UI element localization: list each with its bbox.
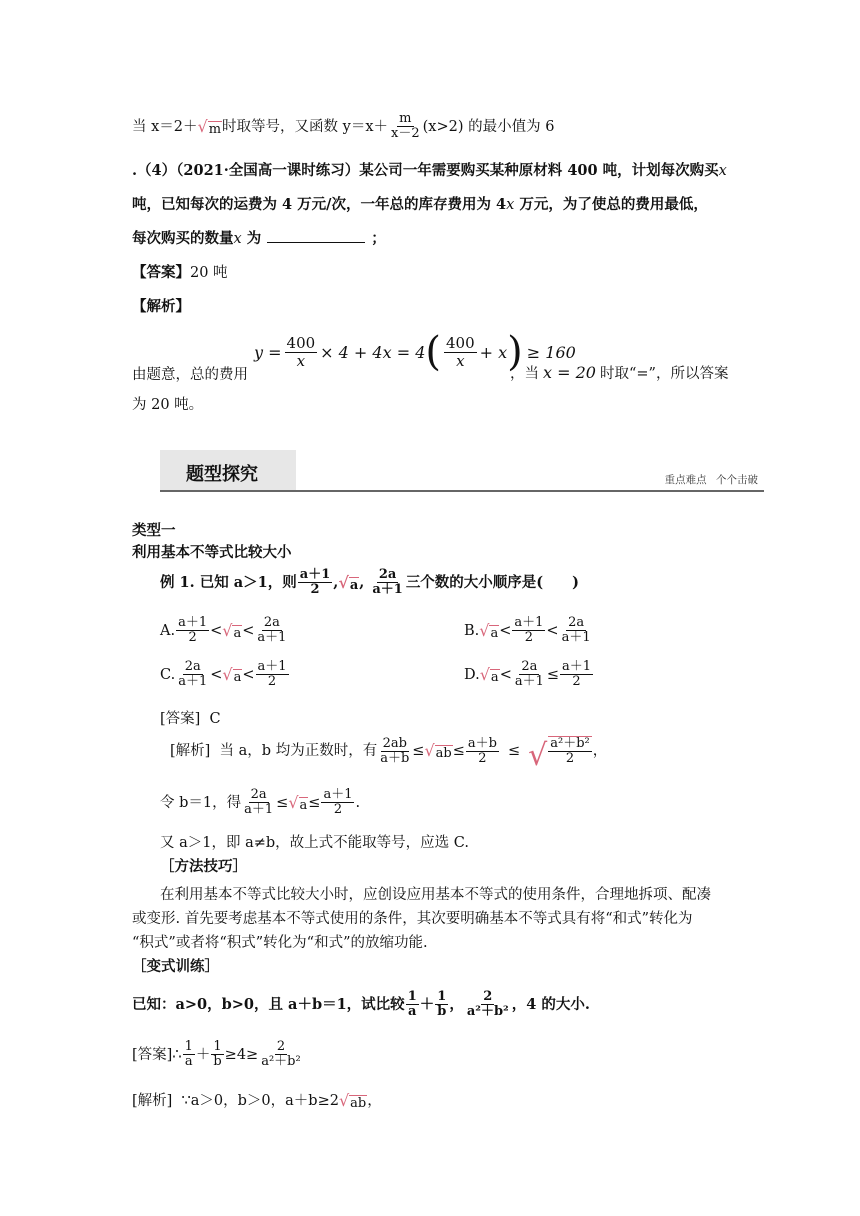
section-title: 题型探究 xyxy=(186,464,258,485)
text: ， xyxy=(592,743,608,760)
example-answer xyxy=(160,708,221,730)
numerator: a²＋b² xyxy=(550,736,590,751)
option-a[interactable] xyxy=(160,616,289,646)
numerator: a＋1 xyxy=(178,615,208,630)
symbol: ≤ xyxy=(412,743,425,760)
section-header xyxy=(160,450,764,492)
denominator: a＋1 xyxy=(244,802,274,818)
denominator: a xyxy=(184,1054,193,1070)
numerator: 2a xyxy=(184,659,201,674)
sqrt: √ ab xyxy=(424,741,452,762)
section-divider xyxy=(160,490,764,492)
analysis-label: [解析] xyxy=(132,1093,173,1109)
text: 时取“=”，所以答案 xyxy=(599,366,729,382)
text: 已知：a>0，b>0，且 a＋b＝1，试比较 xyxy=(132,995,405,1013)
sqrt: √ $\frac{\text{a²＋b²}}{2}$ xyxy=(528,736,590,773)
numerator: m xyxy=(399,111,412,126)
method-label: ［方法技巧］ xyxy=(160,858,247,875)
numerator: 2a xyxy=(250,787,267,802)
numerator: a＋1 xyxy=(257,659,287,674)
denominator: b xyxy=(213,1054,222,1070)
symbol: ≤ xyxy=(546,666,560,683)
analysis-line-1b xyxy=(510,362,728,385)
answer-label: [答案] xyxy=(160,711,201,727)
denominator: a＋b xyxy=(380,750,410,766)
cost-formula: y = $\frac{400}{x}$ × 4 + 4x = 4 ( $\frac{400}{x}$ + x ) ≥ 160 xyxy=(254,329,576,375)
numerator: 1 xyxy=(213,1039,222,1054)
symbol: ≥4≥ xyxy=(224,1046,259,1063)
sqrt: √ a xyxy=(222,664,242,685)
sqrt: √ a xyxy=(288,792,308,813)
fraction xyxy=(466,737,499,767)
denominator: 2 xyxy=(267,674,277,690)
var: x xyxy=(718,163,727,179)
text: 吨，已知每次的运费为 4 万元/次，一年总的库存费用为 4 xyxy=(132,196,507,213)
sqrt-arg: ab xyxy=(435,746,452,762)
text: + x xyxy=(479,342,508,362)
fraction xyxy=(211,1040,223,1070)
option-label: C. xyxy=(160,666,176,683)
text: 每次购买的数量 xyxy=(132,230,234,247)
sqrt-arg: m xyxy=(208,121,222,137)
text: 三个数的大小顺序是( ) xyxy=(405,573,580,591)
example-analysis xyxy=(170,735,608,773)
denominator: a²＋b² xyxy=(466,1004,509,1020)
symbol: ∴ xyxy=(172,1046,182,1063)
sqrt: √ a xyxy=(479,620,499,641)
text: 例 1. 已知 a＞1，则 xyxy=(160,573,297,591)
fraction xyxy=(512,616,545,646)
fraction xyxy=(378,737,411,767)
fraction xyxy=(370,568,404,598)
var: x = 20 xyxy=(543,363,596,382)
text: 时取等号，又函数 y＝x＋ xyxy=(222,118,389,135)
fraction xyxy=(183,1040,195,1070)
text: .（4）（2021·全国高一课时练习）某公司一年需要购买某种原材料 400 吨，计划每次购买 xyxy=(132,162,719,179)
text: × 4 + 4x = 4 xyxy=(320,342,426,362)
sqrt-arg: ab xyxy=(350,1096,367,1111)
text: ，4 的大小. xyxy=(511,995,590,1013)
var: x xyxy=(506,197,515,213)
q4-line-3 xyxy=(132,228,386,250)
text: 由题意，总的费用 xyxy=(132,367,248,383)
variant-analysis xyxy=(132,1090,382,1112)
symbol: < xyxy=(242,666,255,683)
option-c[interactable] xyxy=(160,660,290,690)
symbol: ≤ xyxy=(308,794,321,811)
answer-line xyxy=(132,262,228,284)
fraction xyxy=(176,660,209,690)
q4-line-1 xyxy=(132,160,727,182)
sqrt: √ a xyxy=(222,620,242,641)
fraction xyxy=(255,616,288,646)
numerator: 2 xyxy=(483,989,493,1004)
fraction xyxy=(389,112,422,142)
denominator: x xyxy=(296,351,306,370)
fraction xyxy=(406,990,419,1020)
sqrt-arg: a xyxy=(299,797,308,813)
denominator: x xyxy=(456,351,465,370)
answer-blank[interactable] xyxy=(267,228,365,243)
denominator: a＋1 xyxy=(561,630,591,646)
symbol: < xyxy=(210,622,223,639)
symbol: < xyxy=(546,622,559,639)
answer-value: C xyxy=(209,711,221,727)
fraction xyxy=(256,660,289,690)
analysis-label: 【解析】 xyxy=(132,298,190,315)
again-line: 又 a＞1，即 a≠b，故上式不能取等号，应选 C. xyxy=(160,835,469,851)
symbol: < xyxy=(210,666,223,683)
denominator: a xyxy=(407,1004,417,1020)
symbol: ， xyxy=(449,995,464,1013)
text: 令 b＝1，得 xyxy=(160,794,242,811)
denominator: 2 xyxy=(333,802,343,818)
denominator: b xyxy=(437,1004,447,1020)
sqrt-arg: a xyxy=(233,625,242,641)
fraction xyxy=(242,788,275,818)
var: x xyxy=(233,231,242,247)
example-1: 例 1. 已知 a＞1，则 $\frac{a+1}{2}$ , √ a , $\frac{2a}{a+1}$ 三个数的大小顺序是( ) xyxy=(160,567,580,598)
denominator: a＋1 xyxy=(178,674,208,690)
method-p3: “积式”或者将“积式”转化为“和式”的放缩功能. xyxy=(132,935,428,951)
method-p1: 在利用基本不等式比较大小时，应创设应用基本不等式的使用条件，合理地拆项、配凑 xyxy=(160,887,711,903)
denominator: 2 xyxy=(310,582,320,598)
fraction xyxy=(259,1040,303,1070)
denominator: 2 xyxy=(565,751,575,767)
sqrt-arg: a xyxy=(490,625,499,641)
text: ∵a＞0，b＞0，a＋b≥2 xyxy=(181,1093,339,1109)
text: ≥ 160 xyxy=(526,342,576,362)
q4-line-2 xyxy=(132,194,708,216)
option-label: B. xyxy=(464,622,480,639)
option-label: A. xyxy=(160,622,176,639)
text: . xyxy=(355,794,361,811)
sqrt: √ a xyxy=(479,664,499,685)
fraction xyxy=(548,736,592,767)
numerator: a＋b xyxy=(467,735,497,751)
denominator: x－2 xyxy=(391,126,420,142)
numerator: 1 xyxy=(407,989,417,1004)
answer-label: [答案] xyxy=(132,1046,173,1063)
numerator: 2a xyxy=(263,615,280,630)
analysis-line-1 xyxy=(132,364,248,386)
text: y = xyxy=(254,342,282,362)
fraction xyxy=(176,616,209,646)
text: 万元，为了使总的费用最低， xyxy=(514,196,708,213)
text: ，当 xyxy=(510,366,539,382)
fraction xyxy=(560,660,593,690)
numerator: 2ab xyxy=(382,735,407,751)
denominator: 2 xyxy=(478,750,487,766)
symbol: ≤ xyxy=(507,743,521,760)
sqrt: √ ab xyxy=(338,1091,367,1111)
answer-label: 【答案】 xyxy=(132,264,190,281)
numerator: a＋1 xyxy=(562,659,592,674)
symbol: ≤ xyxy=(276,794,289,811)
sqrt-arg: a xyxy=(490,669,499,685)
denominator: a²＋b² xyxy=(261,1054,301,1070)
symbol: ＋ xyxy=(419,995,435,1013)
denominator: 2 xyxy=(524,630,534,646)
variant-question xyxy=(132,990,590,1020)
let-line xyxy=(160,788,360,818)
text: ； xyxy=(371,230,386,247)
numerator: 2a xyxy=(568,615,585,630)
numerator: 2a xyxy=(521,659,538,674)
option-b[interactable] xyxy=(464,616,594,646)
method-p2: 或变形. 首先要考虑基本不等式使用的条件，其次要明确基本不等式具有将“和式”转化为 xyxy=(132,911,693,927)
numerator: a＋1 xyxy=(323,787,353,802)
fraction xyxy=(435,990,448,1020)
numerator: 1 xyxy=(437,989,447,1004)
text: 当 x＝2＋ xyxy=(132,118,198,135)
section-subtitle: 重点难点 个个击破 xyxy=(664,474,758,486)
sqrt: √ a xyxy=(338,572,359,593)
answer-value: 20 吨 xyxy=(190,265,228,281)
fraction xyxy=(560,616,593,646)
fraction xyxy=(513,660,546,690)
fraction xyxy=(321,788,354,818)
text: ， xyxy=(367,1093,382,1109)
symbol: ≤ xyxy=(452,743,465,760)
analysis-label: [解析] xyxy=(170,743,211,760)
fraction xyxy=(285,335,318,369)
sqrt: √ m xyxy=(197,116,222,137)
sqrt-arg: a xyxy=(349,577,359,593)
top-line xyxy=(132,112,554,142)
sqrt-arg: a xyxy=(233,669,242,685)
symbol: ＋ xyxy=(195,1046,211,1063)
denominator: a＋1 xyxy=(372,582,403,598)
numerator: 2a xyxy=(378,567,397,582)
symbol: < xyxy=(499,666,512,683)
denominator: 2 xyxy=(572,674,581,690)
option-label: D. xyxy=(464,666,480,683)
numerator: a＋1 xyxy=(299,567,331,582)
symbol: < xyxy=(242,622,255,639)
type-heading: 利用基本不等式比较大小 xyxy=(132,544,292,561)
text: 为 xyxy=(241,230,262,247)
numerator: a＋1 xyxy=(514,615,544,630)
variant-label: ［变式训练］ xyxy=(132,958,219,975)
option-d[interactable] xyxy=(464,660,594,690)
symbol: < xyxy=(499,622,512,639)
numerator: 400 xyxy=(446,334,475,352)
numerator: 2 xyxy=(276,1039,286,1054)
analysis-line-2: 为 20 吨。 xyxy=(132,397,204,413)
type-label: 类型一 xyxy=(132,522,176,539)
denominator: a＋1 xyxy=(514,674,544,690)
variant-answer xyxy=(132,1040,304,1070)
denominator: a＋1 xyxy=(257,630,287,646)
fraction xyxy=(465,990,511,1020)
fraction xyxy=(444,335,477,369)
numerator: 1 xyxy=(184,1039,193,1054)
denominator: 2 xyxy=(188,630,197,646)
fraction xyxy=(298,568,332,598)
text: 当 a，b 均为正数时，有 xyxy=(219,743,378,760)
text: (x>2) 的最小值为 6 xyxy=(422,118,555,135)
numerator: 400 xyxy=(286,334,316,352)
